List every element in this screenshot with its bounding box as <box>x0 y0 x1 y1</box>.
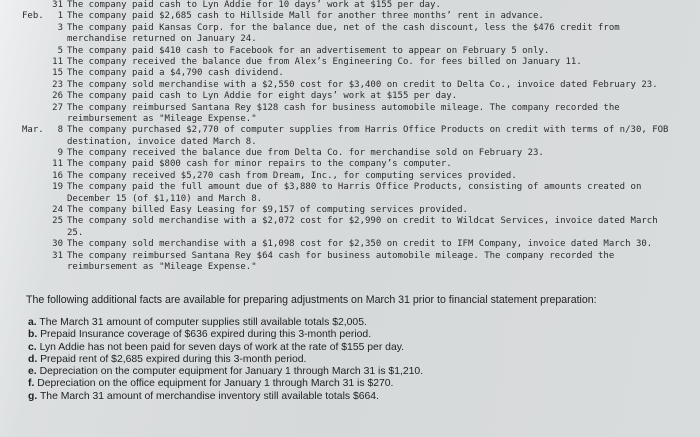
day-label: 15 <box>52 68 63 79</box>
transaction-text: The company paid cash to Lyn Addie for eight days’ work at $155 per day. <box>67 91 458 102</box>
fact-text: Depreciation on the computer equipment for January 1 through March 31 is $1,210. <box>39 366 424 378</box>
fact-item <box>28 354 597 366</box>
transaction-text: The company purchased $2,770 of computer supplies from Harris Office Products on credit with terms of n/30, FOB <box>67 125 669 136</box>
fact-item <box>28 366 597 378</box>
transaction-text: The company paid cash to Lyn Addie for 10 days’ work at $155 per day. <box>67 0 441 10</box>
day-label: 19 <box>52 182 63 193</box>
fact-text: The March 31 amount of merchandise inventory still available totals $664. <box>39 390 379 402</box>
day-label: 30 <box>52 239 63 250</box>
transaction-text: reimbursement as "Mileage Expense." <box>67 113 257 124</box>
transaction-text: merchandise returned on January 24. <box>67 34 257 45</box>
day-label: 9 <box>57 148 63 159</box>
day-label: 24 <box>52 205 63 216</box>
transaction-text: 25. <box>67 227 84 238</box>
day-label: 8 <box>57 125 63 136</box>
fact-text: The March 31 amount of computer supplies still available totals $2,005. <box>39 317 367 328</box>
day-label: 16 <box>52 170 63 181</box>
transaction-text: The company sold merchandise with a $2,072 cost for $2,990 on credit to Wildcat Services, invoice dated March <box>67 216 658 227</box>
transaction-text: The company billed Easy Leasing for $9,157 of computing services provided. <box>67 205 468 216</box>
day-label: 27 <box>52 102 63 113</box>
month-label: Mar. <box>22 125 44 136</box>
fact-text: Depreciation on the office equipment for January 1 through March 31 is $270. <box>37 378 394 390</box>
fact-text: Prepaid rent of $2,685 expired during this 3-month period. <box>40 353 307 365</box>
transaction-text: The company sold merchandise with a $2,550 cost for $3,400 on credit to Delta Co., invoice dated February 23. <box>67 79 658 90</box>
transaction-text: The company received the balance due from Alex’s Engineering Co. for fees billed on January 11. <box>67 56 582 67</box>
fact-item <box>28 391 597 403</box>
transaction-text: The company reimbursed Santana Rey $64 cash for business automobile mileage. The company recorded the <box>67 250 615 261</box>
transaction-text: December 15 (of $1,110) and March 8. <box>67 193 263 204</box>
day-label: 23 <box>52 79 63 90</box>
transaction-text: The company paid the full amount due of $3,880 to Harris Office Products, consisting of amounts created on <box>67 182 642 193</box>
transaction-text: The company paid $2,685 cash to Hillside Mall for another three months’ rent in advance. <box>67 11 544 22</box>
fact-item <box>28 342 597 354</box>
day-label: 31 <box>52 0 63 10</box>
adjustment-facts <box>28 293 597 403</box>
day-label: 11 <box>52 159 63 170</box>
fact-item <box>28 378 597 390</box>
transaction-text: The company paid a $4,790 cash dividend. <box>67 68 284 79</box>
day-label: 31 <box>52 250 63 261</box>
transaction-text: The company received the balance due from Delta Co. for merchandise sold on February 23. <box>67 148 544 159</box>
fact-item <box>28 329 597 341</box>
fact-letter: f. <box>28 378 35 390</box>
day-label: 11 <box>52 56 63 67</box>
day-label: 25 <box>52 216 63 227</box>
fact-text: Lyn Addie has not been paid for seven days of work at the rate of $155 per day. <box>39 341 405 353</box>
transaction-text: The company reimbursed Santana Rey $128 cash for business automobile mileage. The company recorded the <box>67 102 620 113</box>
fact-letter: a. <box>28 317 37 328</box>
transaction-text: The company received $5,270 cash from Dream, Inc., for computing services provided. <box>67 170 517 181</box>
fact-letter: e. <box>28 366 37 378</box>
fact-letter: g. <box>28 390 38 402</box>
month-label: Feb. <box>22 11 44 22</box>
fact-letter: d. <box>28 353 38 365</box>
transaction-text: reimbursement as "Mileage Expense." <box>67 261 257 272</box>
fact-text: Prepaid Insurance coverage of $636 expired during this 3-month period. <box>40 329 372 341</box>
fact-letter: b. <box>28 329 38 341</box>
day-label: 1 <box>57 11 63 22</box>
transaction-text: The company paid $800 cash for minor repairs to the company’s computer. <box>67 159 452 170</box>
transaction-text: The company paid $410 cash to Facebook for an advertisement to appear on February 5 only. <box>67 45 550 56</box>
day-label: 5 <box>57 45 63 56</box>
day-label: 26 <box>52 91 63 102</box>
transaction-text: The company sold merchandise with a $1,098 cost for $2,350 on credit to IFM Company, invoice dated March 30. <box>67 239 653 250</box>
fact-letter: c. <box>28 341 37 353</box>
transaction-text: The company paid Kansas Corp. for the balance due, net of the cash discount, less the $476 credit from <box>67 22 620 33</box>
transaction-text: destination, invoice dated March 8. <box>67 136 257 147</box>
day-label: 3 <box>57 22 63 33</box>
facts-intro: The following additional facts are available for preparing adjustments on March 31 prior to financial statement preparation: <box>26 294 597 306</box>
fact-item <box>28 317 597 329</box>
